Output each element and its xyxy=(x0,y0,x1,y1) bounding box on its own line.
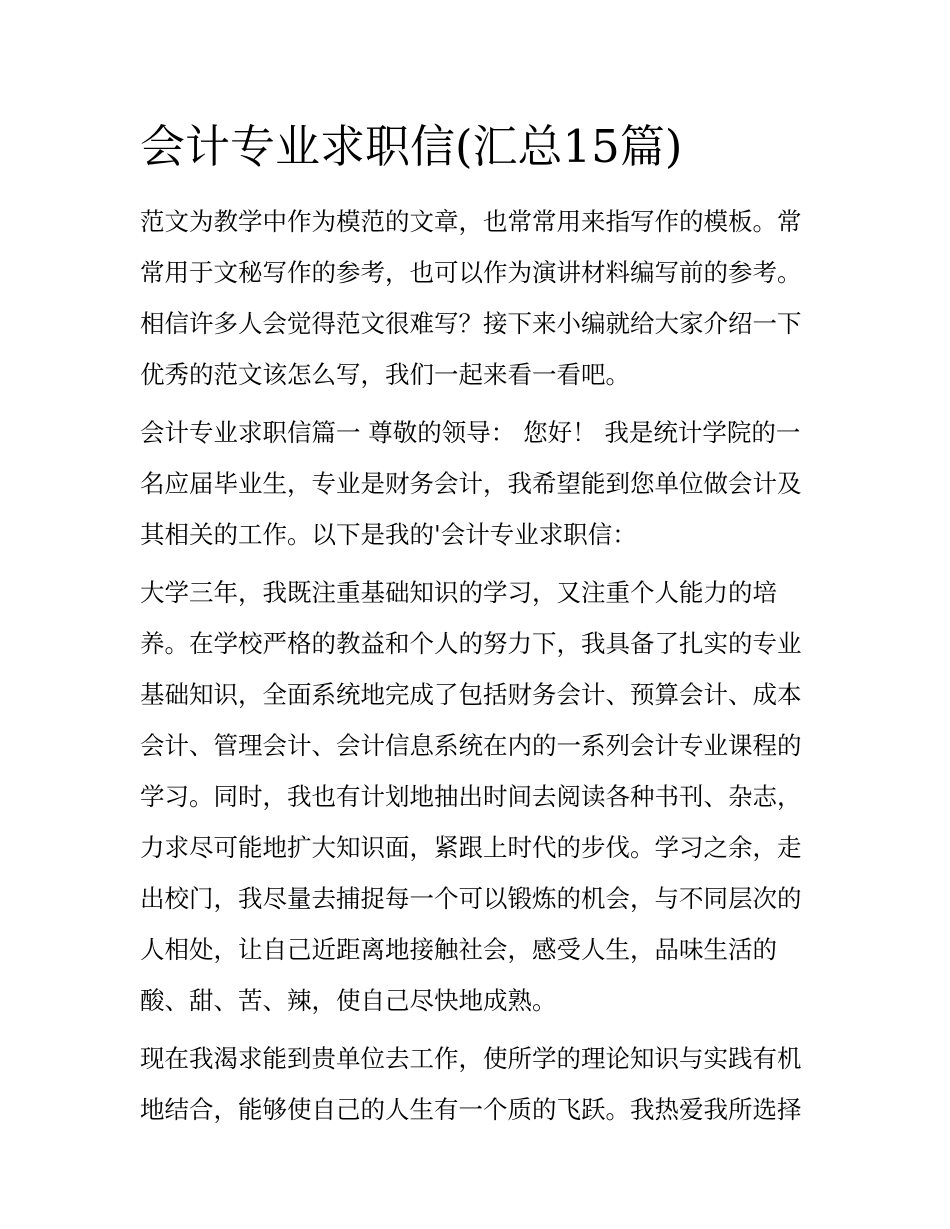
text-line: 范文为教学中作为模范的文章，也常常用来指写作的模板。常 xyxy=(140,207,802,236)
text-line: 其相关的工作。以下是我的'会计专业求职信： xyxy=(140,520,637,549)
text-line: 酸、甜、苦、辣，使自己尽快地成熟。 xyxy=(140,986,557,1015)
text-line: 常用于文秘写作的参考，也可以作为演讲材料编写前的参考。 xyxy=(140,258,802,287)
paragraph-gap xyxy=(140,1026,815,1033)
document-title: 会计专业求职信(汇总15篇) xyxy=(140,120,683,173)
text-line: 养。在学校严格的教益和个人的努力下，我具备了扎实的专业 xyxy=(140,629,802,658)
paragraph-gap xyxy=(140,400,815,407)
text-line: 力求尽可能地扩大知识面，紧跟上时代的步伐。学习之余，走 xyxy=(140,833,802,862)
text-line: 基础知识，全面系统地完成了包括财务会计、预算会计、成本 xyxy=(140,680,802,709)
paragraph-intro xyxy=(140,196,815,400)
text-line: 会计专业求职信篇一 尊敬的领导： 您好！ 我是统计学院的一 xyxy=(140,418,801,447)
paragraph-letter-opening xyxy=(140,407,815,560)
text-line: 人相处，让自己近距离地接触社会，感受人生，品味生活的 xyxy=(140,935,777,964)
paragraph-aspiration xyxy=(140,1033,815,1135)
paragraph-university xyxy=(140,567,815,1026)
text-line: 大学三年，我既注重基础知识的学习，又注重个人能力的培 xyxy=(140,578,777,607)
text-line: 优秀的范文该怎么写，我们一起来看一看吧。 xyxy=(140,360,630,389)
text-line: 出校门，我尽量去捕捉每一个可以锻炼的机会，与不同层次的 xyxy=(140,884,802,913)
document-body xyxy=(140,196,815,1135)
paragraph-gap xyxy=(140,560,815,567)
text-line: 学习。同时，我也有计划地抽出时间去阅读各种书刊、杂志， xyxy=(140,782,802,811)
text-line: 相信许多人会觉得范文很难写？接下来小编就给大家介绍一下 xyxy=(140,309,802,338)
text-line: 现在我渴求能到贵单位去工作，使所学的理论知识与实践有机 xyxy=(140,1044,802,1073)
text-line: 地结合，能够使自己的人生有一个质的飞跃。我热爱我所选择 xyxy=(140,1095,802,1124)
text-line: 名应届毕业生，专业是财务会计，我希望能到您单位做会计及 xyxy=(140,469,802,498)
text-line: 会计、管理会计、会计信息系统在内的一系列会计专业课程的 xyxy=(140,731,802,760)
